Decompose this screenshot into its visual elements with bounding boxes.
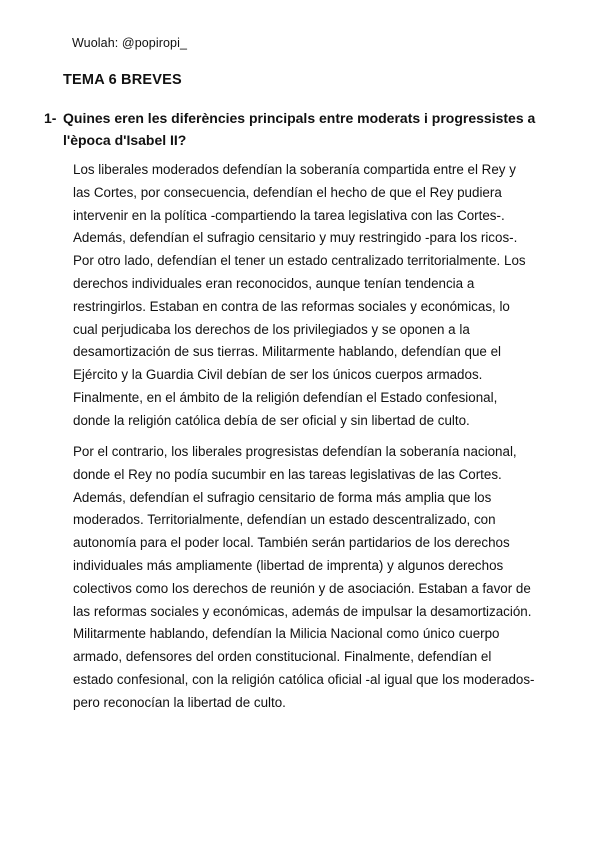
question-text: Quines eren les diferències principals entre moderats i progressistes a l'època d'Isabel II?	[63, 110, 536, 148]
question-number: 1-	[44, 110, 57, 126]
question-heading	[44, 107, 544, 151]
document-title: TEMA 6 BREVES	[63, 72, 182, 88]
answer-paragraph-moderados: Los liberales moderados defendían la soberanía compartida entre el Rey y las Cortes, por consecuencia, defendían el hecho de que el Rey pudiera intervenir en la política -compartiendo la tarea legislativa con las Cortes-. Además, defendían el sufragio censitario y muy restringido -para los ricos-. Por otro lado, defendían el tener un estado centralizado territorialmente. Los derechos individuales eran reconocidos, aunque tenían tendencia a restringirlos. Estaban en contra de las reformas sociales y económicas, lo cual perjudicaba los derechos de los privilegiados y se oponen a la desamortización de sus tierras. Militarmente hablando, defendían que el Ejército y la Guardia Civil debían de ser los únicos cuerpos armados. Finalmente, en el ámbito de la religión defendían el Estado confesional, donde la religión católica debía de ser oficial y sin libertad de culto.	[73, 162, 526, 428]
answer-paragraph-progresistas: Por el contrario, los liberales progresistas defendían la soberanía nacional, donde el Rey no podía sucumbir en las tareas legislativas de las Cortes. Además, defendían el sufragio censitario de forma más amplia que los moderados. Territorialmente, defendían un estado descentralizado, con autonomía para el poder local. También serán partidarios de los derechos individuales más ampliamente (libertad de imprenta) y algunos derechos colectivos como los derechos de reunión y de asociación. Estaban a favor de las reformas sociales y económicas, además de impulsar la desamortización. Militarmente hablando, defendían la Milicia Nacional como único cuerpo armado, defensores del orden constitucional. Finalmente, defendían el estado confesional, con la religión católica oficial -al igual que los moderados- pero reconocían la libertad de culto.	[73, 444, 535, 710]
author-watermark: Wuolah: @popiropi_	[72, 36, 188, 50]
